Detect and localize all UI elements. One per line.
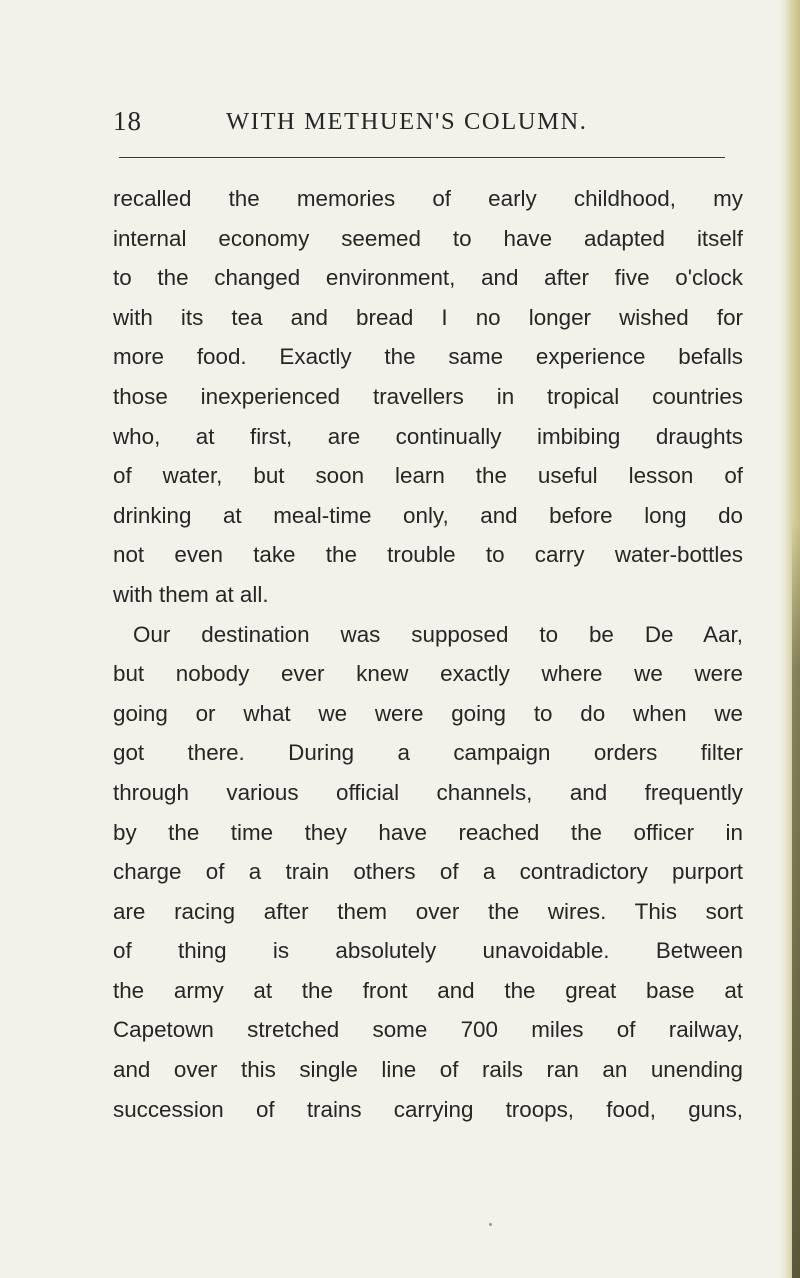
running-title: WITH METHUEN'S COLUMN.: [226, 108, 588, 135]
text-line: of water, but soon learn the useful lesson of: [113, 463, 743, 489]
text-line: Capetown stretched some 700 miles of railway,: [113, 1017, 743, 1043]
body-text: [113, 179, 743, 1129]
running-head: [113, 106, 753, 146]
text-line: who, at first, are continually imbibing draughts: [113, 423, 743, 449]
text-line: are racing after them over the wires. This sort: [113, 898, 743, 924]
paper-speck: [489, 1223, 492, 1226]
text-line: internal economy seemed to have adapted itself: [113, 225, 743, 251]
header-rule: [119, 157, 725, 158]
text-line: more food. Exactly the same experience befalls: [113, 344, 743, 370]
text-line: with its tea and bread I no longer wished for: [113, 304, 743, 330]
text-line: drinking at meal-time only, and before long do: [113, 502, 743, 528]
text-line: those inexperienced travellers in tropical countries: [113, 383, 743, 409]
text-line: charge of a train others of a contradictory purport: [113, 859, 743, 885]
text-line: through various official channels, and frequently: [113, 779, 743, 805]
text-line: going or what we were going to do when we: [113, 700, 743, 726]
paragraph-start-line: Our destination was supposed to be De Aar,: [133, 621, 743, 647]
text-line: by the time they have reached the officer in: [113, 819, 743, 845]
text-line: to the changed environment, and after five o'clock: [113, 265, 743, 291]
text-line: not even take the trouble to carry water-bottles: [113, 542, 743, 568]
text-line: the army at the front and the great base at: [113, 977, 743, 1003]
page-number: 18: [113, 106, 142, 136]
text-line: but nobody ever knew exactly where we were: [113, 661, 743, 687]
text-line: of thing is absolutely unavoidable. Between: [113, 938, 743, 964]
text-line: recalled the memories of early childhood, my: [113, 186, 743, 211]
text-line: and over this single line of rails ran an unending: [113, 1057, 743, 1083]
text-line: succession of trains carrying troops, food, guns,: [113, 1096, 743, 1122]
page-edge-dark: [792, 520, 800, 1278]
text-line: got there. During a campaign orders filter: [113, 740, 743, 766]
paragraph-end-line: with them at all.: [113, 581, 269, 607]
